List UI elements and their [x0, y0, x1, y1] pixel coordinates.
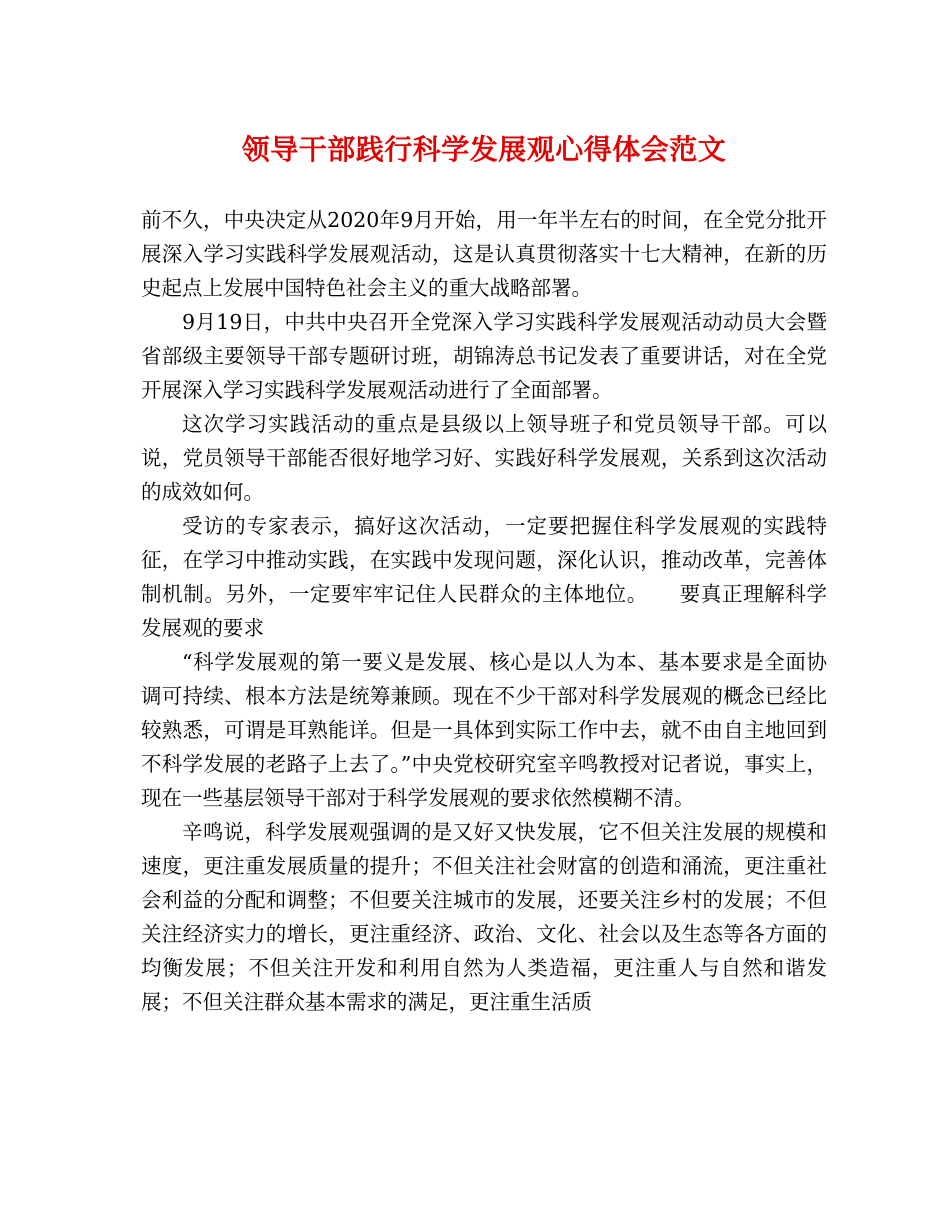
document-content [141, 120, 827, 1019]
paragraph: 9月19日，中共中央召开全党深入学习实践科学发展观活动动员大会暨省部级主要领导干部专题研讨班，胡锦涛总书记发表了重要讲话，对在全党开展深入学习实践科学发展观活动进行了全面部署。 [141, 310, 827, 402]
paragraph: 受访的专家表示，搞好这次活动，一定要把握住科学发展观的实践特征，在学习中推动实践，在实践中发现问题，深化认识，推动改革，完善体制机制。另外，一定要牢牢记住人民群众的主体地位。 要真正理解科学发展观的要求 [141, 514, 827, 640]
paragraph: “科学发展观的第一要义是发展、核心是以人为本、基本要求是全面协调可持续、根本方法是统筹兼顾。现在不少干部对科学发展观的概念已经比较熟悉，可谓是耳熟能详。但是一具体到实际工作中去，就不由自主地回到不科学发展的老路子上去了。”中央党校研究室辛鸣教授对记者说，事实上，现在一些基层领导干部对于科学发展观的要求依然模糊不清。 [141, 650, 827, 810]
paragraph: 前不久，中央决定从2020年9月开始，用一年半左右的时间，在全党分批开展深入学习实践科学发展观活动，这是认真贯彻落实十七大精神，在新的历史起点上发展中国特色社会主义的重大战略部署。 [141, 208, 827, 300]
document-body [141, 203, 827, 1019]
paragraph: 这次学习实践活动的重点是县级以上领导班子和党员领导干部。可以说，党员领导干部能否很好地学习好、实践好科学发展观，关系到这次活动的成效如何。 [141, 412, 827, 504]
document-title: 领导干部践行科学发展观心得体会范文 [241, 133, 727, 166]
paragraph: 辛鸣说，科学发展观强调的是又好又快发展，它不但关注发展的规模和速度，更注重发展质量的提升；不但关注社会财富的创造和涌流，更注重社会利益的分配和调整；不但要关注城市的发展，还要关注乡村的发展；不但关注经济实力的增长，更注重经济、政治、文化、社会以及生态等各方面的均衡发展；不但关注开发和利用自然为人类造福，更注重人与自然和谐发展；不但关注群众基本需求的满足，更注重生活质 [141, 820, 827, 1014]
